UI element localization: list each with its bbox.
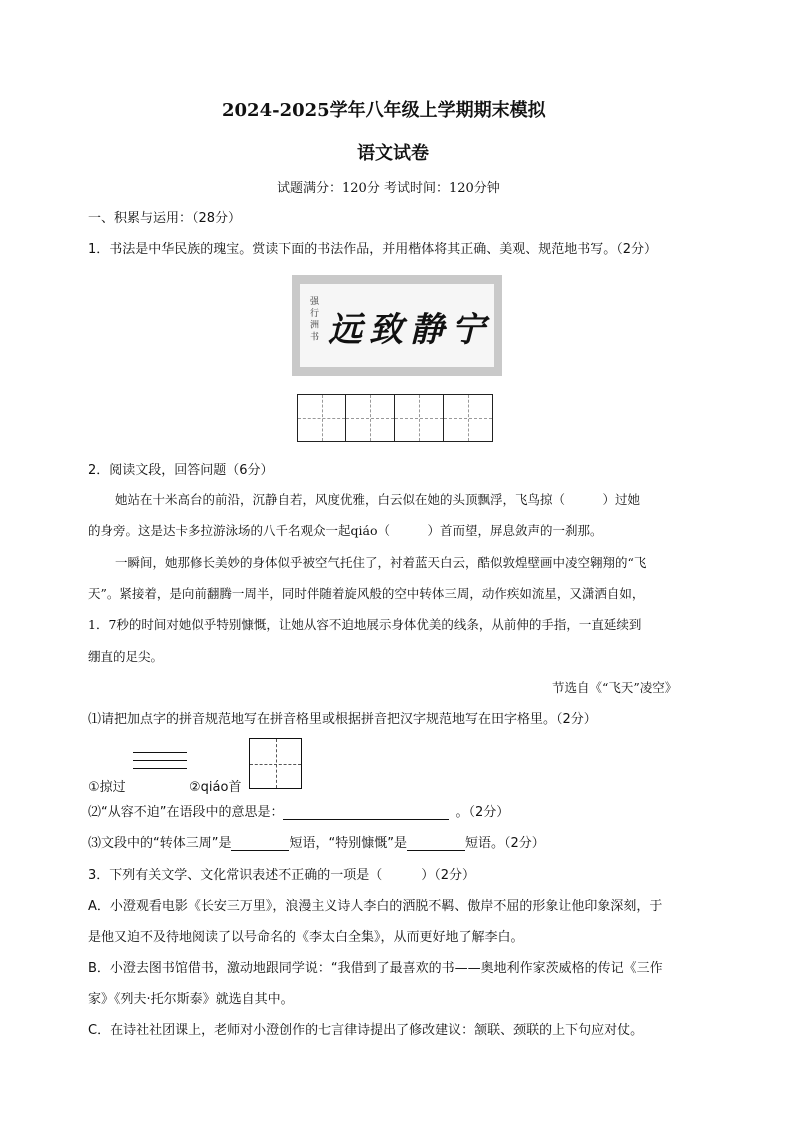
calligraphy-char: 宁 (451, 310, 485, 350)
calligraphy-char: 致 (369, 310, 403, 350)
passage-line: 一瞬间，她那修长美妙的身体似乎被空气托住了，衬着蓝天白云，酷似敦煌壁画中凌空翱翔的“飞 (115, 555, 647, 570)
option-c: C．在诗社社团课上，老师对小澄创作的七言律诗提出了修改建议：颔联、颈联的上下句应对仗。 (88, 1023, 644, 1038)
option-a: A．小澄观看电影《长安三万里》，浪漫主义诗人李白的洒脱不羁、傲岸不屈的形象让他印象深刻，于 (88, 899, 663, 914)
question-3: 3．下列有关文学、文化常识表述不正确的一项是（ ）（2分） (88, 868, 476, 883)
sub-question-2 (88, 801, 509, 820)
passage-line: 天”。紧接着，是向前翻腾一周半，同时伴随着旋风般的空中转体三周，动作疾如流星，又潇洒自如， (88, 586, 645, 601)
sub3-prompt-c: 短语。（2分） (464, 836, 545, 851)
option-b: B．小澄去图书馆借书，激动地跟同学说：“我借到了最喜欢的书——奥地利作家茨威格的传记《三作 (88, 961, 663, 976)
tianzi-box[interactable] (249, 738, 302, 789)
sub1-item-a: ①掠过 (88, 780, 126, 795)
grid-cell[interactable] (297, 394, 346, 442)
answer-blank[interactable] (283, 805, 449, 820)
calligraphy-char: 远 (328, 310, 362, 350)
writing-grid[interactable] (297, 394, 497, 442)
question-2: 2．阅读文段，回答问题（6分） (88, 463, 274, 478)
sub2-points: 。（2分） (455, 805, 510, 820)
passage-line: 的身旁。这是达卡多拉游泳场的八千名观众一起qiáo（ ）首而望，屏息敛声的一刹那。 (88, 523, 603, 538)
passage-line: 绷直的足尖。 (88, 649, 164, 664)
option-b-cont: 家》《列夫·托尔斯泰》就选自其中。 (88, 992, 294, 1007)
calligraphy-signature: 强 行 洲 书 (308, 296, 318, 341)
question-1: 1．书法是中华民族的瑰宝。赏读下面的书法作品，并用楷体将其正确、美观、规范地书写。（2分） (88, 242, 658, 257)
sub2-prompt: ⑵“从容不迫”在语段中的意思是： (88, 805, 284, 820)
exam-subtitle: 语文试卷 (357, 143, 429, 164)
grid-cell[interactable] (395, 394, 444, 442)
sub3-prompt-b: 短语，“特别慷慨”是 (289, 836, 407, 851)
section-heading: 一、积累与运用：（28分） (88, 211, 242, 226)
passage-source: 节选自《“飞天”凌空》 (552, 680, 678, 695)
answer-blank[interactable] (231, 836, 289, 851)
option-a-cont: 是他又迫不及待地阅读了以号命名的《李太白全集》，从而更好地了解李白。 (88, 930, 524, 945)
grid-cell[interactable] (346, 394, 395, 442)
calligraphy-image (292, 275, 502, 376)
calligraphy-char: 静 (410, 310, 444, 350)
passage-line: 1．7秒的时间对她似乎特别慷慨，让她从容不迫地展示身体优美的线条，从前伸的手指，一直延续到 (88, 617, 642, 632)
exam-info: 试题满分：120分 考试时间：120分钟 (277, 181, 500, 196)
sub-question-1: ⑴请把加点字的拼音规范地写在拼音格里或根据拼音把汉字规范地写在田字格里。（2分） (88, 712, 597, 727)
grid-cell[interactable] (444, 394, 493, 442)
exam-title: 2024-2025学年八年级上学期期末模拟 (222, 100, 546, 121)
sub3-prompt-a: ⑶文段中的“转体三周”是 (88, 836, 232, 851)
answer-blank[interactable] (407, 836, 465, 851)
pinyin-box[interactable] (133, 752, 187, 776)
passage-line: 她站在十米高台的前沿，沉静自若，风度优雅，白云似在她的头顶飘浮，飞鸟掠（ ）过她 (115, 492, 641, 507)
sub1-item-b: ②qiáo首 (189, 780, 242, 795)
sub-question-3 (88, 832, 545, 851)
